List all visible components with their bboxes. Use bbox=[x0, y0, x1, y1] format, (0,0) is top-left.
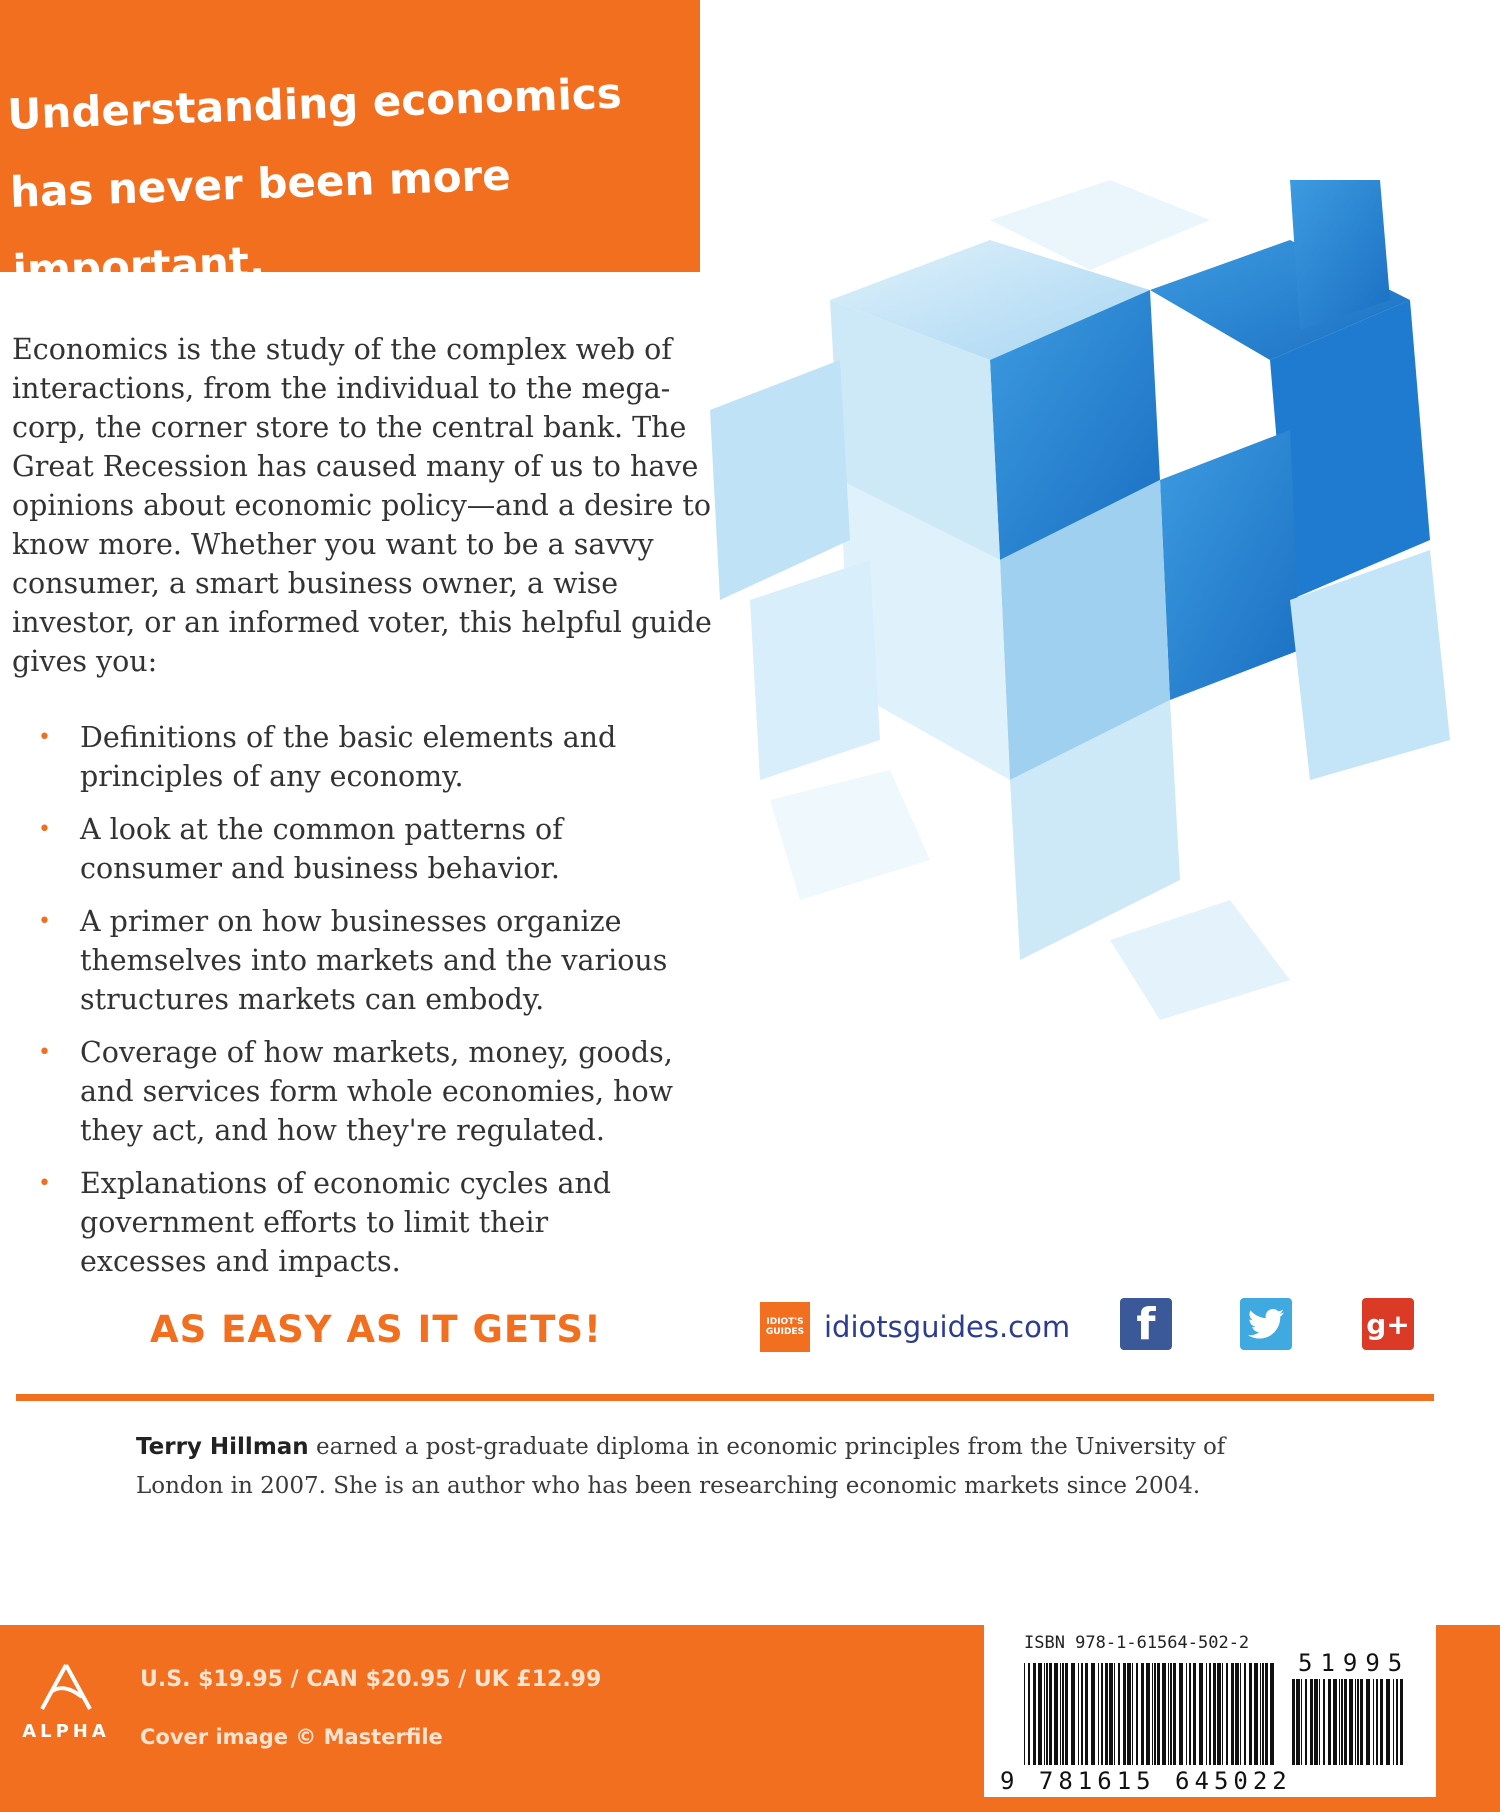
bullet-icon: • bbox=[38, 725, 51, 750]
footer-band bbox=[0, 1625, 1500, 1812]
barcode-digits: 9 781615 645022 bbox=[1000, 1767, 1292, 1795]
bullet-icon: • bbox=[38, 1171, 51, 1196]
list-item-text: A primer on how businesses organize themselves into markets and the various structures markets can embody. bbox=[80, 905, 668, 1016]
isbn: ISBN 978-1-61564-502-2 bbox=[1024, 1633, 1250, 1653]
tagline: AS EASY AS IT GETS! bbox=[150, 1308, 602, 1351]
publisher-logo bbox=[18, 1663, 114, 1742]
list-item-text: Explanations of economic cycles and government efforts to limit their excesses and impacts. bbox=[80, 1167, 612, 1278]
divider bbox=[16, 1394, 1434, 1401]
alpha-logo-icon bbox=[38, 1663, 94, 1711]
bullet-icon: • bbox=[38, 909, 51, 934]
list-item-text: A look at the common patterns of consumer and business behavior. bbox=[80, 813, 563, 885]
twitter-icon[interactable] bbox=[1240, 1298, 1292, 1350]
barcode-bars bbox=[1024, 1663, 1280, 1765]
cover-credit: Cover image © Masterfile bbox=[140, 1725, 443, 1749]
list-item-text: Definitions of the basic elements and principles of any economy. bbox=[80, 721, 617, 793]
list-item bbox=[38, 1164, 678, 1281]
list-item bbox=[38, 1033, 678, 1150]
list-item bbox=[38, 810, 678, 888]
author-bio-text: earned a post-graduate diploma in economic principles from the University of London in 2007. She is an author who has been researching economic markets since 2004. bbox=[136, 1434, 1226, 1499]
website-link[interactable] bbox=[760, 1302, 1070, 1352]
world-cube-illustration bbox=[690, 180, 1500, 1120]
idiots-guides-logo: IDIOT'S GUIDES bbox=[760, 1302, 810, 1352]
cube-cluster bbox=[710, 180, 1450, 1020]
facebook-icon[interactable]: f bbox=[1120, 1298, 1172, 1350]
bullet-icon: • bbox=[38, 817, 51, 842]
author-name: Terry Hillman bbox=[136, 1434, 309, 1460]
author-bio bbox=[136, 1428, 1316, 1506]
headline-banner bbox=[0, 0, 700, 295]
publisher-name: ALPHA bbox=[22, 1721, 110, 1742]
list-item bbox=[38, 718, 678, 796]
googleplus-icon[interactable]: g+ bbox=[1362, 1298, 1414, 1350]
list-item-text: Coverage of how markets, money, goods, and services form whole economies, how they act, and how they're regulated. bbox=[80, 1036, 674, 1147]
feature-list bbox=[38, 718, 678, 1295]
barcode bbox=[984, 1625, 1436, 1797]
barcode-addon-bars bbox=[1292, 1679, 1408, 1765]
headline: Understanding economics has never been more important. bbox=[6, 68, 623, 295]
intro-paragraph: Economics is the study of the complex web of interactions, from the individual to the mega-corp, the corner store to the central bank. The Great Recession has caused many of us to have opinions about economic policy—and a desire to know more. Whether you want to be a savvy consumer, a smart business owner, a wise investor, or an informed voter, this helpful guide gives you: bbox=[12, 333, 712, 678]
website-url[interactable]: idiotsguides.com bbox=[824, 1310, 1071, 1344]
barcode-addon-digits: 51995 bbox=[1298, 1649, 1411, 1677]
list-item bbox=[38, 902, 678, 1019]
bullet-icon: • bbox=[38, 1040, 51, 1065]
price: U.S. $19.95 / CAN $20.95 / UK £12.99 bbox=[140, 1667, 602, 1692]
